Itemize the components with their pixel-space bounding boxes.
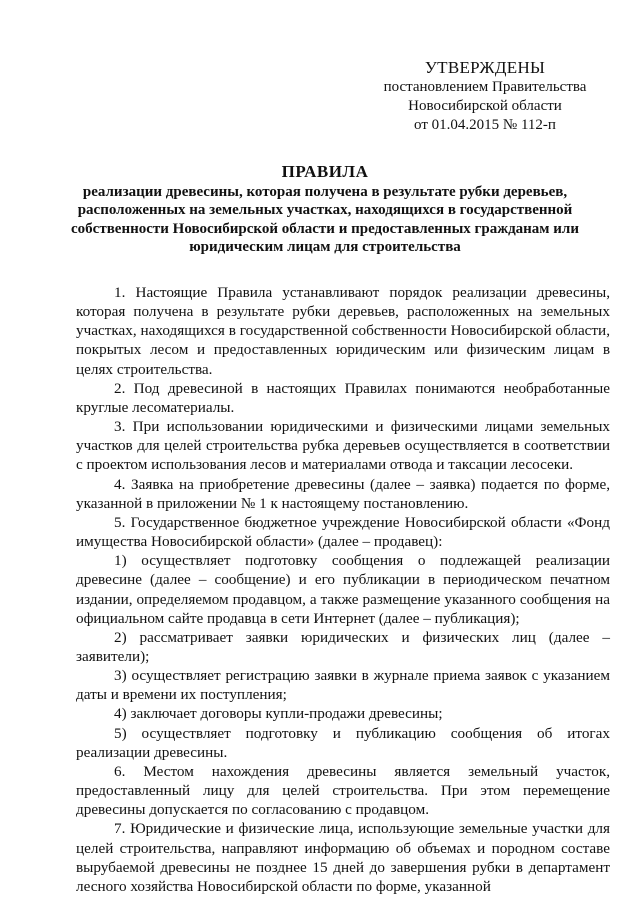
paragraph-1: 1. Настоящие Правила устанавливают порядок реализации древесины, которая получена в результате рубки деревьев, расположенных на земельных участках, находящихся в государственной собственности Новосибирской области, покрытых лесом и предоставленных юридическим или физическим лицам в целях строительства. [76, 284, 610, 378]
approval-heading: УТВЕРЖДЕНЫ [424, 58, 546, 77]
paragraph-5-item-5: 5) осуществляет подготовку и публикацию сообщения об итогах реализации древесины. [76, 724, 610, 761]
document-title-main: ПРАВИЛА [281, 162, 369, 181]
paragraph-4: 4. Заявка на приобретение древесины (далее – заявка) подается по форме, указанной в приложении № 1 к настоящему постановлению. [76, 475, 610, 512]
approval-stamp [380, 58, 590, 135]
paragraph-5-item-2: 2) рассматривает заявки юридических и физических лиц (далее – заявители); [76, 628, 610, 665]
paragraph-6: 6. Местом нахождения древесины является земельный участок, предоставленный лицу для целей строительства. При этом перемещение древесины допускается по согласованию с продавцом. [76, 762, 610, 819]
paragraph-5-item-3: 3) осуществляет регистрацию заявки в журнале приема заявок с указанием даты и времени их поступления; [76, 667, 610, 704]
paragraph-3: 3. При использовании юридическими и физическими лицами земельных участков для целей строительства рубка деревьев осуществляется в соответствии с проектом использования лесов и материалами отвода и таксации лесосеки. [76, 418, 610, 474]
document-body [76, 283, 610, 896]
paragraph-5-item-1: 1) осуществляет подготовку сообщения о подлежащей реализации древесине (далее – сообщение) и его публикации в периодическом печатном издании, определяемом продавцом, а также размещение указанного сообщения на официальном сайте продавца в сети Интернет (далее – публикация); [76, 552, 610, 627]
document-title [70, 163, 580, 257]
approval-line-1: постановлением Правительства [383, 79, 587, 95]
approval-line-2: Новосибирской области [408, 98, 562, 114]
paragraph-5: 5. Государственное бюджетное учреждение Новосибирской области «Фонд имущества Новосибирской области» (далее – продавец): [76, 513, 610, 551]
paragraph-2: 2. Под древесиной в настоящих Правилах понимаются необработанные круглые лесоматериалы. [76, 379, 610, 416]
document-title-subtitle: реализации древесины, которая получена в результате рубки деревьев, расположенных на земельных участках, находящихся в государственной собственности Новосибирской области и предоставленных гражданам или юридическим лицам для строительства [71, 183, 579, 255]
paragraph-7: 7. Юридические и физические лица, использующие земельные участки для целей строительства, направляют информацию об объемах и породном составе вырубаемой древесины не позднее 15 дней до завершения рубки в департамент лесного хозяйства Новосибирской области по форме, указанной [76, 820, 610, 895]
approval-line-3: от 01.04.2015 № 112-п [414, 117, 556, 133]
paragraph-5-item-4: 4) заключает договоры купли-продажи древесины; [114, 705, 443, 723]
